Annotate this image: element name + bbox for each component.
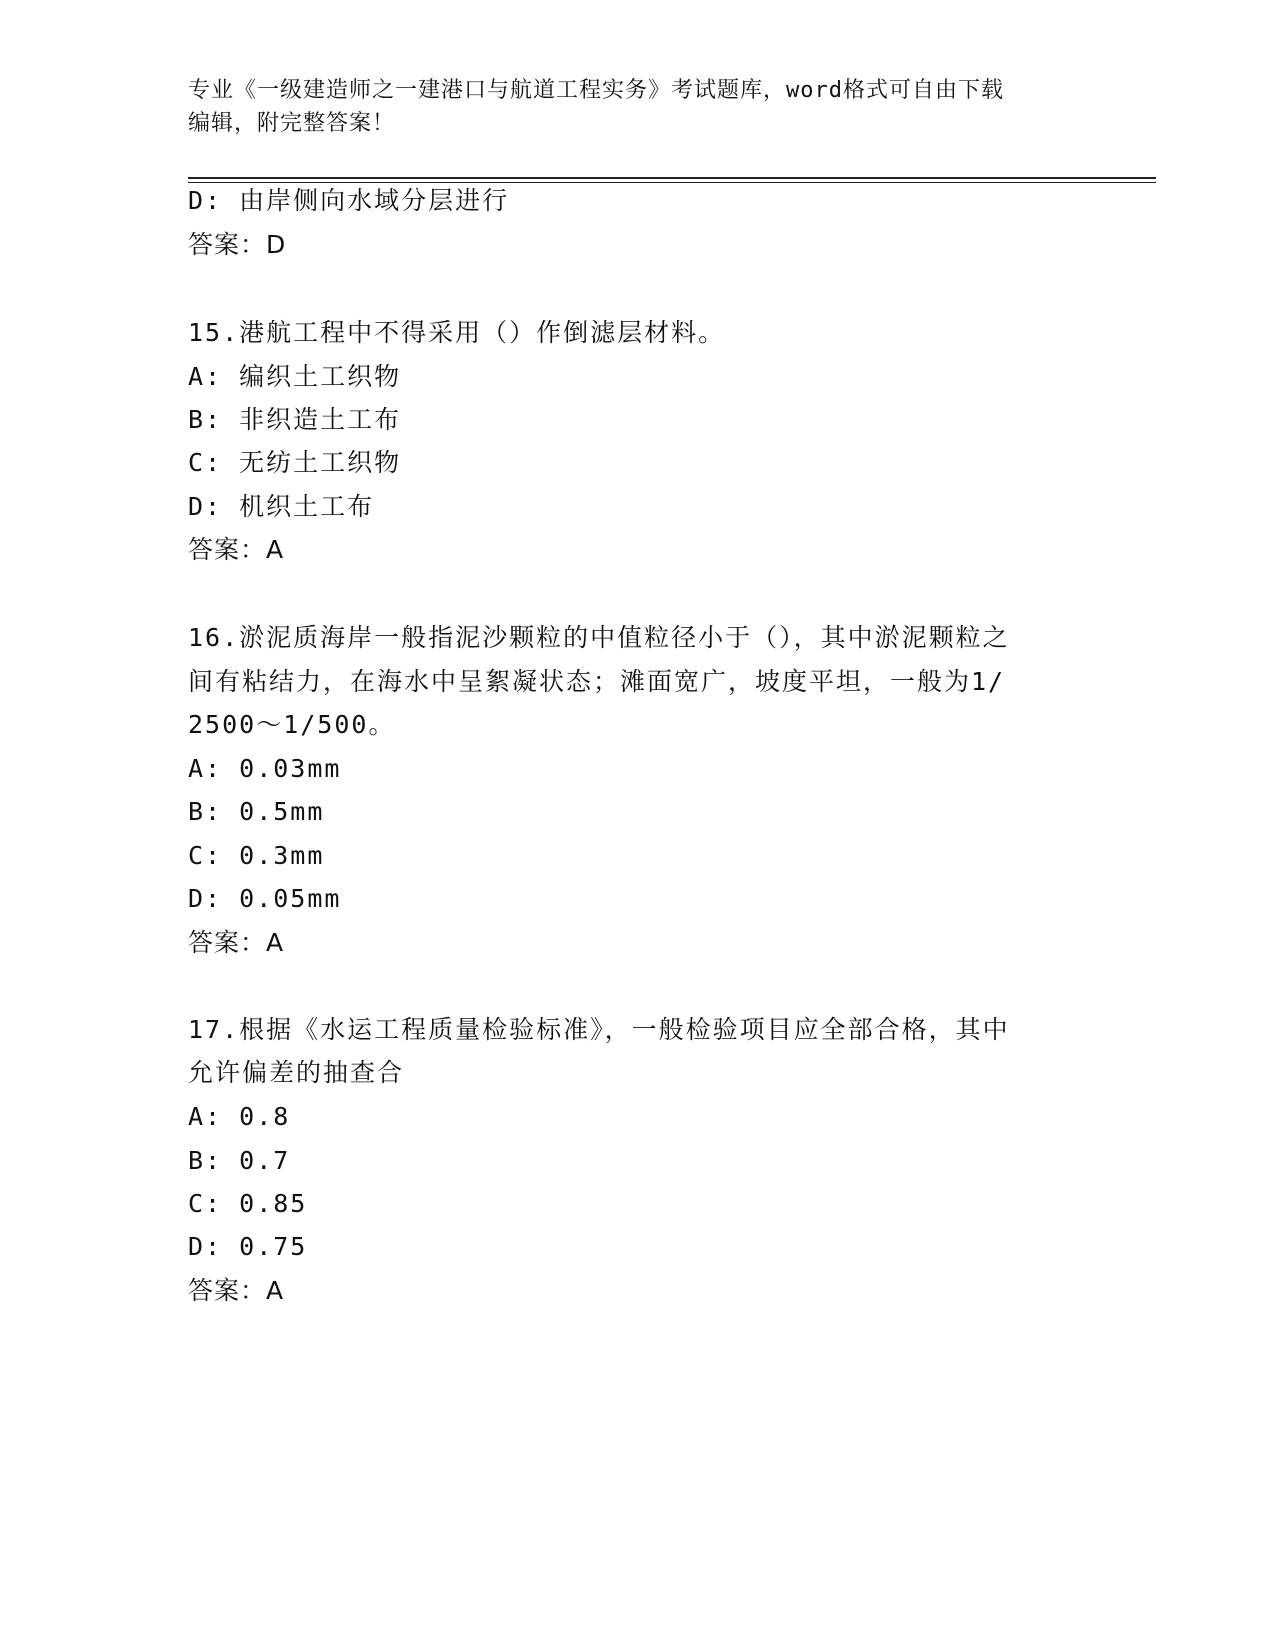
document-header	[188, 74, 1068, 140]
q16-stem-line-1: 16.淤泥质海岸一般指泥沙颗粒的中值粒径小于（），其中淤泥颗粒之	[188, 623, 1010, 652]
q15-option-d: D: 机织土工布	[188, 492, 375, 521]
header-divider-thick	[188, 177, 1156, 179]
q17-stem-line-1: 17.根据《水运工程质量检验标准》，一般检验项目应全部合格，其中	[188, 1015, 1010, 1044]
q16-option-c: C: 0.3mm	[188, 841, 325, 870]
q16-option-a: A: 0.03mm	[188, 754, 342, 783]
q17-answer: 答案：A	[188, 1276, 285, 1305]
header-divider-thin	[188, 182, 1156, 183]
q15-option-b: B: 非织造土工布	[188, 405, 402, 434]
q17-option-d: D: 0.75	[188, 1232, 308, 1261]
header-line-2: 编辑，附完整答案！	[188, 111, 396, 136]
q15-answer: 答案：A	[188, 535, 285, 564]
q16-stem-line-2: 间有粘结力，在海水中呈絮凝状态；滩面宽广，坡度平坦，一般为1/	[188, 667, 1006, 696]
q15-option-c: C: 无纺土工织物	[188, 448, 402, 477]
q16-answer: 答案：A	[188, 928, 285, 957]
q16-option-b: B: 0.5mm	[188, 797, 325, 826]
q14-answer: 答案：D	[188, 230, 287, 259]
q16-stem-line-3: 2500～1/500。	[188, 710, 396, 739]
q15-stem: 15.港航工程中不得采用（）作倒滤层材料。	[188, 318, 726, 347]
q14-option-d: D: 由岸侧向水域分层进行	[188, 186, 510, 215]
header-line-1: 专业《一级建造师之一建港口与航道工程实务》考试题库，word格式可自由下载	[188, 78, 1004, 103]
q17-option-b: B: 0.7	[188, 1146, 291, 1175]
q17-stem-line-2: 允许偏差的抽查合	[188, 1058, 405, 1087]
q15-option-a: A: 编织土工织物	[188, 362, 402, 391]
q16-option-d: D: 0.05mm	[188, 884, 342, 913]
q17-option-a: A: 0.8	[188, 1102, 291, 1131]
q17-option-c: C: 0.85	[188, 1189, 308, 1218]
